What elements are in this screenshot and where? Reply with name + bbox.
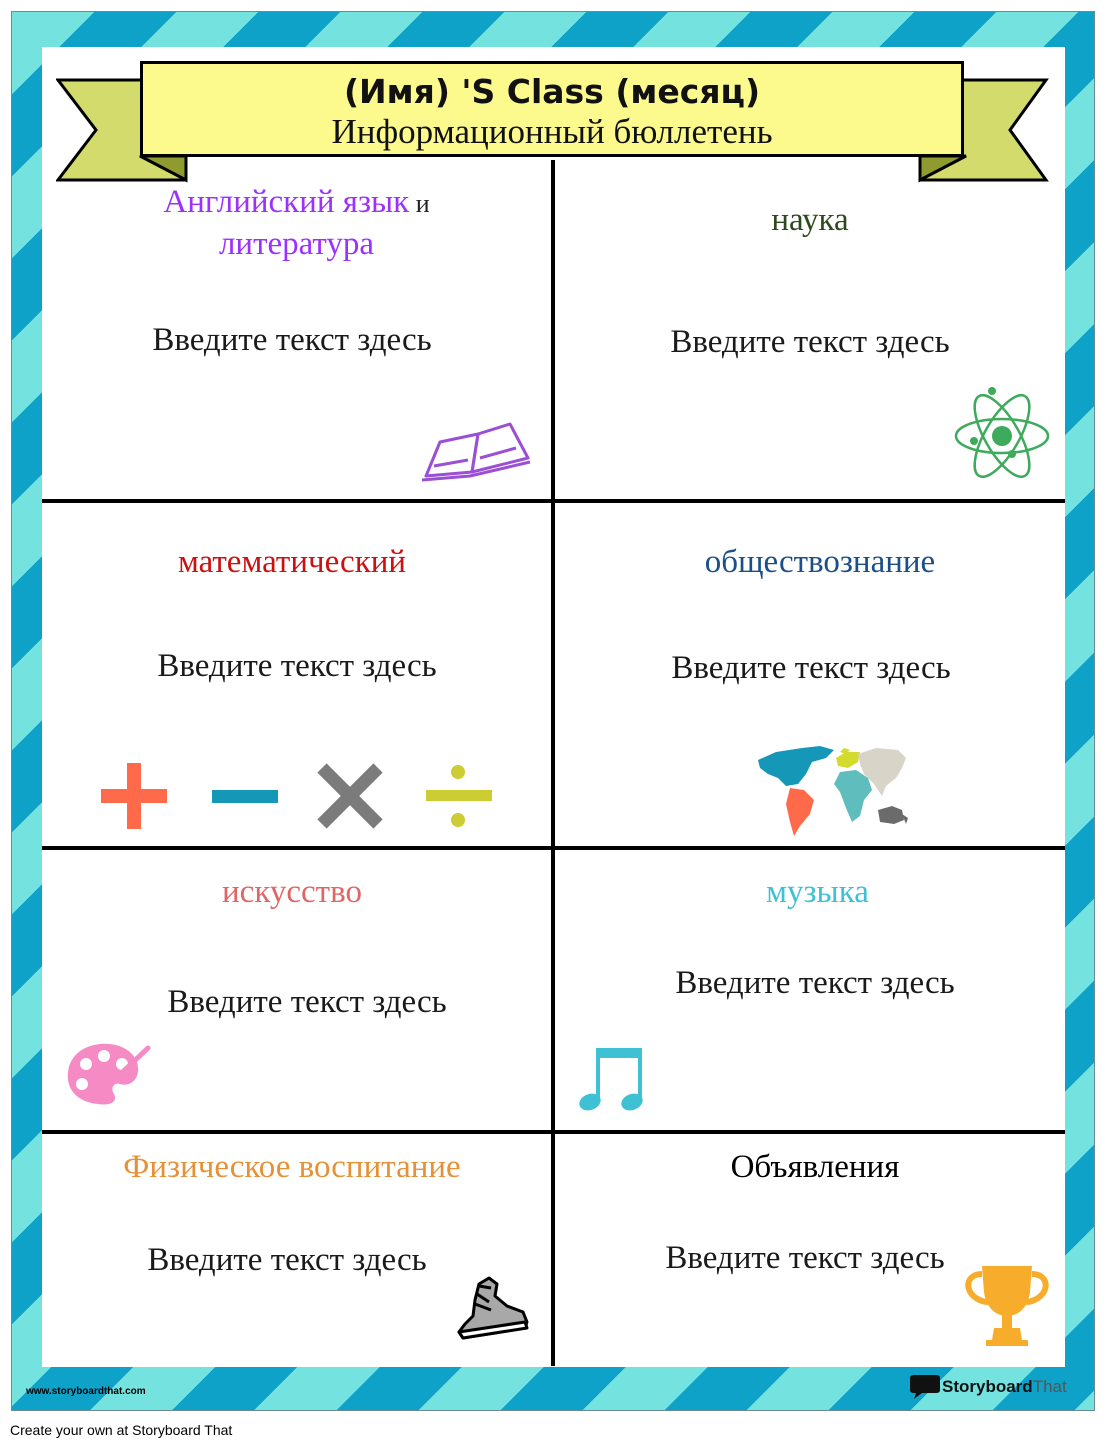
storyboard-that-logo[interactable] <box>908 1373 1067 1401</box>
trophy-icon <box>960 1262 1054 1348</box>
section-title-pe[interactable]: Физическое воспитание <box>123 1149 461 1185</box>
credit-text[interactable]: Create your own at Storyboard That <box>10 1422 233 1438</box>
banner-subtitle[interactable]: Информационный бюллетень <box>331 112 773 151</box>
world-map-icon <box>756 744 912 838</box>
newsletter-banner <box>140 61 964 157</box>
section-body-social-studies[interactable]: Введите текст здесь <box>671 650 951 686</box>
paint-palette-icon <box>64 1040 154 1106</box>
banner-title[interactable]: (Имя) 'S Class (месяц) <box>343 72 761 111</box>
sneaker-icon <box>455 1276 531 1344</box>
section-body-announcements[interactable]: Введите текст здесь <box>665 1240 945 1276</box>
section-body-science[interactable]: Введите текст здесь <box>670 324 950 360</box>
brand-name-part2: That <box>1032 1377 1067 1396</box>
atom-icon <box>952 384 1052 488</box>
row-divider <box>42 1130 1065 1134</box>
section-body-music[interactable]: Введите текст здесь <box>675 965 955 1001</box>
section-body-pe[interactable]: Введите текст здесь <box>147 1242 427 1278</box>
open-book-icon <box>420 418 534 484</box>
speech-bubble-icon <box>908 1374 942 1400</box>
section-body-math[interactable]: Введите текст здесь <box>157 648 437 684</box>
music-note-icon <box>576 1044 646 1116</box>
section-title-announcements[interactable]: Объявления <box>730 1149 900 1185</box>
math-operators-icon <box>98 762 498 832</box>
footer-url[interactable]: www.storyboardthat.com <box>26 1386 146 1397</box>
section-body-art[interactable]: Введите текст здесь <box>167 984 447 1020</box>
section-title-science[interactable]: наука <box>771 202 849 238</box>
brand-name-part1: Storyboard <box>942 1377 1033 1396</box>
section-title-math[interactable]: математический <box>177 544 407 580</box>
section-body-english[interactable]: Введите текст здесь <box>152 322 432 358</box>
section-title-art[interactable]: искусство <box>222 874 362 910</box>
section-title-social-studies[interactable]: обществознание <box>704 544 936 580</box>
row-divider <box>42 499 1065 503</box>
section-title-music[interactable]: музыка <box>766 874 869 910</box>
row-divider <box>42 846 1065 850</box>
section-title-english[interactable]: Английский язык и литература <box>163 184 430 262</box>
